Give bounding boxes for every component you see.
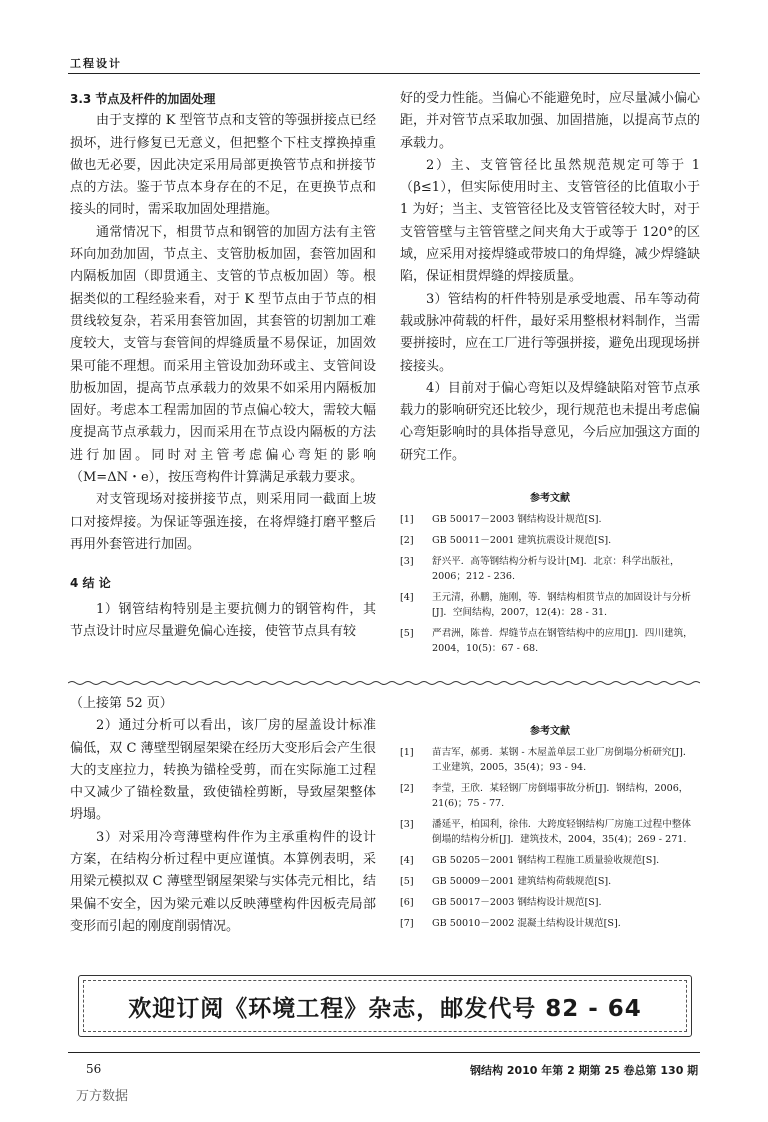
footer-rule [68,1052,700,1053]
continued-note: （上接第 52 页） [70,696,173,711]
reference-item: [1] GB 50017－2003 钢结构设计规范[S]. [400,514,602,525]
paragraph: 2）主、支管管径比虽然规范规定可等于 1（β≤1），但实际使用时主、支管管径的比值取小于 1 为好；当主、支管管径比及支管管径较大时，对于支管管壁与主管管壁之间夹角大于或等于 120°的区域，应采用对接焊缝或带坡口的角焊缝，减少焊缝缺陷，保证相贯焊缝的焊接质量。 [400,157,700,285]
reference-item: [4] 王元清，孙鹏，施刚，等．钢结构相贯节点的加固设计与分析[J]．空间结构，2007，12(4)：28 - 31. [400,592,692,618]
paragraph: 2）通过分析可以看出，该厂房的屋盖设计标准偏低，双 C 薄壁型钢屋架梁在经历大变形后会产生很大的支座拉力，转换为锚栓受剪，而在实际施工过程中又减少了锚栓数量，致使锚栓剪断，导致屋架整体坍塌。 [70,718,376,823]
reference-item: [1] 苗吉军，郝勇．某钢 - 木屋盖单层工业厂房倒塌分析研究[J]．工业建筑，2005，35(4)；93 - 94. [400,747,693,773]
paragraph: 1）钢管结构特别是主要抗侧力的钢管构件，其节点设计时应尽量避免偏心连接，使管节点具有较 [70,601,376,639]
reference-item: [7] GB 50010－2002 混凝土结构设计规范[S]. [400,918,621,929]
reference-item: [3] 舒兴平．高等钢结构分析与设计[M]．北京：科学出版社，2006；212 - 236. [400,556,680,582]
journal-info: 钢结构 2010 年第 2 期第 25 卷总第 130 期 [470,1064,699,1077]
banner-text: 欢迎订阅《环境工程》杂志，邮发代号 82 - 64 [128,995,642,1022]
section-3-3-heading: 3.3 节点及杆件的加固处理 [70,92,216,106]
wavy-separator [68,680,700,686]
running-header: 工程设计 [70,57,122,70]
reference-item: [6] GB 50017－2003 钢结构设计规范[S]. [400,897,602,908]
references-title: 参考文献 [530,726,570,737]
subscription-banner [78,975,692,1037]
paragraph: 对支管现场对接拼接节点，则采用同一截面上坡口对接焊接。为保证等强连接，在将焊缝打磨平整后再用外套管进行加固。 [70,492,376,552]
reference-item: [3] 潘延平，柏国利，徐伟．大跨度轻钢结构厂房施工过程中整体倒塌的结构分析[J]．建筑技术，2004，35(4)；269 - 271. [400,819,692,845]
paragraph: 3）管结构的杆件特别是承受地震、吊车等动荷载或脉冲荷载的杆件，最好采用整根材料制作，当需要拼接时，应在工厂进行等强拼接，避免出现现场拼接接头。 [400,291,700,374]
reference-item: [5] 严君洲，陈普．焊缝节点在钢管结构中的应用[J]．四川建筑，2004，10(5)：67 - 68. [400,628,693,654]
reference-item: [4] GB 50205－2001 钢结构工程施工质量验收规范[S]. [400,855,660,866]
page-number: 56 [86,1062,102,1076]
banner-border [83,980,687,1032]
paragraph: 3）对采用冷弯薄壁构件作为主承重构件的设计方案，在结构分析过程中更应谨慎。本算例表明，采用梁元模拟双 C 薄壁型钢屋架梁与实体壳元相比，结果偏不安全，因为梁元难以反映薄壁构件因板壳局部变形而引起的刚度削弱情况。 [70,829,376,934]
references-top [400,483,700,662]
references-title: 参考文献 [530,493,570,504]
left-column [70,88,376,643]
reference-item: [2] 李莹，王欣．某轻钢厂房倒塌事故分析[J]．钢结构，2006，21(6)；75 - 77. [400,783,689,809]
right-column [400,88,700,467]
reference-item: [2] GB 50011－2001 建筑抗震设计规范[S]. [400,535,612,546]
paragraph: 由于支撑的 K 型管节点和支管的等强拼接点已经损坏，进行修复已无意义，但把整个下柱支撑换掉重做也无必要，因此决定采用局部更换管节点和拼接节点的方法。鉴于节点本身存在的不足，在更换节点和接头的同时，需采取加固处理措施。 [70,113,376,218]
paragraph: 4）目前对于偏心弯矩以及焊缝缺陷对管节点承载力的影响研究还比较少，现行规范也未提出考虑偏心弯矩影响时的具体指导意见，今后应加强这方面的研究工作。 [400,380,700,463]
header-rule [68,73,700,74]
reference-item: [5] GB 50009－2001 建筑结构荷载规范[S]. [400,876,612,887]
section-4-heading: 4 结 论 [70,576,111,591]
references-bottom [400,716,700,937]
paragraph: 通常情况下，相贯节点和钢管的加固方法有主管环向加劲加固，节点主、支管肋板加固，套管加固和内隔板加固（即贯通主、支管的节点板加固）等。根据类似的工程经验来看，对于 K 型节点由于节点的相贯线较复杂，若采用套管加固，其套管的切割加工难度较大，支管与套管间的焊缝质量不易保证，加固效果可能不理想。而采用主管设加劲环或主、支管间设肋板加固，提高节点承载力的效果不如采用内隔板加固好。考虑本工程需加固的节点偏心较大，需较大幅度提高节点承载力，因而采用在节点设内隔板的方法进行加固。同时对主管考虑偏心弯矩的影响（M=ΔN・e），按压弯构件计算满足承载力要求。 [70,224,376,486]
watermark: 万方数据 [76,1089,129,1104]
continued-column [70,693,376,938]
paragraph: 好的受力性能。当偏心不能避免时，应尽量减小偏心距，并对管节点采取加强、加固措施，以提高节点的承载力。 [400,91,700,151]
